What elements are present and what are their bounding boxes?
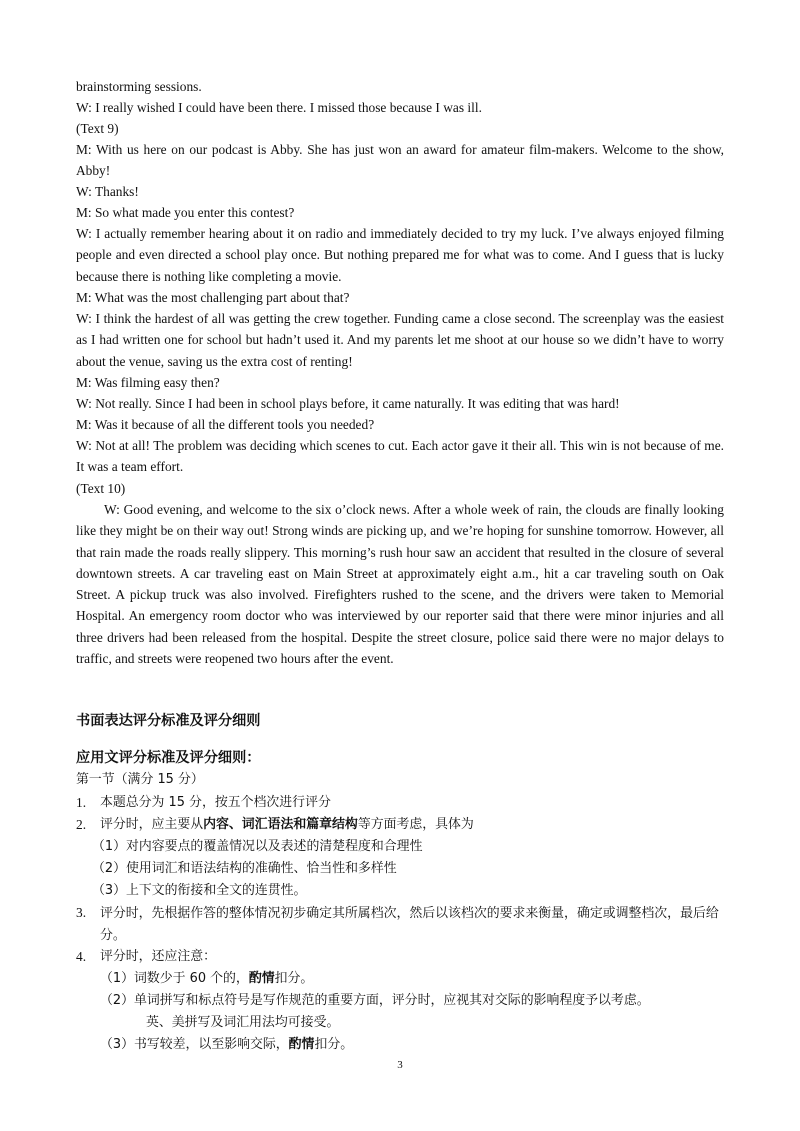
transcript-line: M: So what made you enter this contest? — [76, 205, 295, 220]
sub-item-bold: 酌情 — [288, 1037, 315, 1052]
section-heading: 书面表达评分标准及评分细则 — [76, 713, 261, 729]
text-label: (Text 9) — [76, 121, 119, 136]
subheading: 应用文评分标准及评分细则： — [76, 750, 261, 766]
transcript-line: M: What was the most challenging part about that? — [76, 290, 350, 305]
sub-item-pre: （3）书写较差，以至影响交际， — [100, 1037, 289, 1052]
sub-item-post: 扣分。 — [274, 971, 314, 986]
item-number: 2. — [76, 817, 87, 832]
sub-item — [100, 1035, 353, 1055]
sub-item-post: 扣分。 — [314, 1037, 354, 1052]
transcript-line: W: I think the hardest of all was getting the crew together. Funding came a close second. The screenplay was the easiest as I had written one for school but hadn’t used it. And my parents let me shoot at our house so we didn’t have to worry about the venue, saving us the extra cost of renting! — [76, 311, 724, 369]
transcript-line: M: Was filming easy then? — [76, 375, 220, 390]
scoring-item-3 — [76, 903, 724, 947]
sub-item-bold: 酌情 — [248, 971, 275, 986]
scoring-item-2 — [76, 815, 724, 835]
news-paragraph: W: Good evening, and welcome to the six o’clock news. After a whole week of rain, the clouds are finally looking like they might be on their way out! Strong winds are picking up, and we’re hoping for sunshine tomorrow. However, all that rain made the roads really slippery. This morning’s rush hour saw an accident that resulted in the closure of several downtown streets. A car traveling east on Main Street at approximately eight a.m., hit a car traveling south on Oak Street. A pickup truck was also involved. Firefighters rushed to the scene, and the drivers were taken to Memorial Hospital. An emergency room doctor who was interviewed by our reporter said that there were minor injuries and all three drivers had been released from the hospital. Despite the street closure, police said there were no major delays to traffic, and streets were reopened two hours after the event. — [76, 502, 724, 667]
sub-item — [100, 969, 313, 989]
item-text-bold: 内容、词汇语法和篇章结构 — [203, 817, 358, 832]
page-number: 3 — [397, 1059, 403, 1071]
item-text: 评分时，先根据作答的整体情况初步确定其所属档次，然后以该档次的要求来衡量，确定或调整档次，最后给分。 — [100, 906, 719, 943]
item-number: 1. — [76, 795, 87, 810]
transcript-line: W: Thanks! — [76, 184, 139, 199]
sub-item: （2）单词拼写和标点符号是写作规范的重要方面，评分时，应视其对交际的影响程度予以考虑。 — [100, 993, 650, 1008]
item-number: 3. — [76, 905, 87, 920]
sub-item-pre: （1）词数少于 60 个的， — [100, 971, 249, 986]
transcript-line: W: Not really. Since I had been in school plays before, it came naturally. It was editing that was hard! — [76, 396, 620, 411]
item-text-pre: 评分时，应主要从 — [100, 817, 204, 832]
sub-item: （2）使用词汇和语法结构的准确性、恰当性和多样性 — [92, 861, 397, 876]
part-label: 第一节（满分 15 分） — [76, 772, 204, 787]
item-text: 评分时，还应注意： — [100, 949, 217, 964]
transcript-line: W: Not at all! The problem was deciding which scenes to cut. Each actor gave it their all. This win is not because of me. It was a team effort. — [76, 438, 724, 475]
item-text-post: 等方面考虑，具体为 — [357, 817, 474, 832]
sub-item: （3）上下文的衔接和全文的连贯性。 — [92, 883, 307, 898]
transcript-line: M: With us here on our podcast is Abby. She has just won an award for amateur film-makers. Welcome to the show, Abby! — [76, 142, 724, 179]
transcript-line: W: I actually remember hearing about it on radio and immediately decided to try my luck. I’ve always enjoyed filming people and even directed a school play once. But nothing prepared me for what was to come. And I guess that is lucky because there is nothing like completing a movie. — [76, 226, 724, 284]
transcript-line: brainstorming sessions. — [76, 79, 202, 94]
scoring-item-4 — [76, 947, 724, 967]
scoring-item-1 — [76, 793, 724, 813]
item-number: 4. — [76, 949, 87, 964]
transcript-line: M: Was it because of all the different tools you needed? — [76, 417, 375, 432]
transcript-line: W: I really wished I could have been there. I missed those because I was ill. — [76, 100, 482, 115]
item-text — [100, 815, 724, 835]
text-label: (Text 10) — [76, 481, 126, 496]
sub-item: （1）对内容要点的覆盖情况以及表述的清楚程度和合理性 — [92, 839, 423, 854]
sub-item-continuation: 英、美拼写及词汇用法均可接受。 — [146, 1015, 340, 1030]
item-text: 本题总分为 15 分，按五个档次进行评分 — [100, 795, 331, 810]
